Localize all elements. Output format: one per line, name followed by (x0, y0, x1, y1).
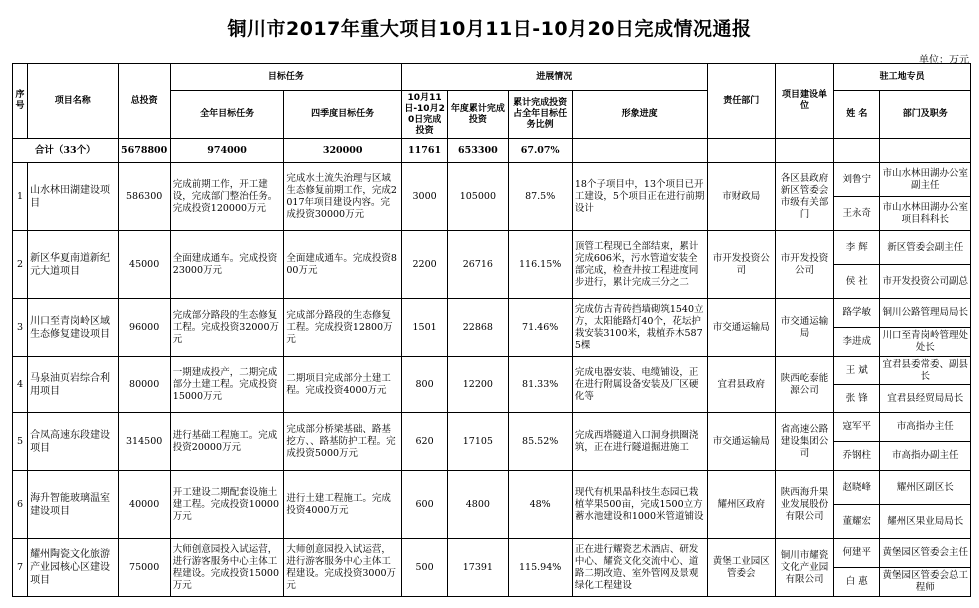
header-targets: 目标任务 (170, 64, 401, 91)
project-year-investment: 22868 (448, 299, 508, 357)
project-name: 新区华夏南道新纪元大道项目 (28, 231, 118, 299)
project-name: 合凤高速东段建设项目 (28, 413, 118, 471)
staff-position: 川口至青岗岭管理处处长 (880, 328, 971, 357)
header-seq: 序号 (13, 64, 28, 139)
staff-name: 白 惠 (834, 568, 880, 597)
staff-name: 张 锋 (834, 385, 880, 413)
total-cumulative-pct: 67.07% (508, 139, 572, 163)
project-cumulative-pct: 48% (508, 471, 572, 539)
header-staff: 驻工地专员 (834, 64, 971, 91)
staff-name: 寇军平 (834, 413, 880, 442)
project-dept: 耀州区政府 (707, 471, 775, 539)
unit-label: 单位：万元 (919, 55, 969, 66)
total-dept (707, 139, 775, 163)
project-row (13, 471, 971, 505)
project-seq: 6 (13, 471, 28, 539)
project-q4-target: 完成部分路段的生态修复工程。完成投资12800万元 (284, 299, 402, 357)
staff-name: 刘鲁宁 (834, 163, 880, 197)
project-name: 耀州陶瓷文化旅游产业园核心区建设项目 (28, 539, 118, 597)
project-name: 川口至青岗岭区域生态修复建设项目 (28, 299, 118, 357)
project-row (13, 539, 971, 568)
project-total-investment: 45000 (118, 231, 170, 299)
report-table (12, 63, 971, 597)
project-dept: 市开发投资公司 (707, 231, 775, 299)
project-name: 马泉油页岩综合利用项目 (28, 357, 118, 413)
project-row (13, 357, 971, 385)
header-q4-target: 四季度目标任务 (284, 91, 402, 139)
project-dept: 市交通运输局 (707, 413, 775, 471)
staff-name: 路学敏 (834, 299, 880, 328)
project-dept: 市交通运输局 (707, 299, 775, 357)
project-cumulative-pct: 87.5% (508, 163, 572, 231)
total-year-investment: 653300 (448, 139, 508, 163)
total-label: 合计（33个） (13, 139, 119, 163)
staff-position: 铜川公路管理局局长 (880, 299, 971, 328)
header-progress: 进展情况 (401, 64, 707, 91)
staff-name: 赵晓峰 (834, 471, 880, 505)
header-name: 项目名称 (28, 64, 118, 139)
header-staff-position: 部门及职务 (880, 91, 971, 139)
project-period-investment: 3000 (401, 163, 447, 231)
staff-name: 王永奇 (834, 197, 880, 231)
header-dept: 责任部门 (707, 64, 775, 139)
project-total-investment: 586300 (118, 163, 170, 231)
total-period-investment: 11761 (401, 139, 447, 163)
project-total-investment: 80000 (118, 357, 170, 413)
project-period-investment: 600 (401, 471, 447, 539)
project-seq: 3 (13, 299, 28, 357)
staff-position: 宜君县委常委、副县长 (880, 357, 971, 385)
project-q4-target: 完成部分桥梁基础、路基挖方、、路基防护工程。完成投资5000万元 (284, 413, 402, 471)
project-period-investment: 500 (401, 539, 447, 597)
project-annual-target: 大师创意园投入试运营，进行游客服务中心主体工程建设。完成投资15000万元 (170, 539, 284, 597)
project-name: 海升智能玻璃温室建设项目 (28, 471, 118, 539)
project-period-investment: 1501 (401, 299, 447, 357)
staff-position: 市高指办主任 (880, 413, 971, 442)
project-visual-progress: 现代有机果晶科技生态园已栽植苹果500亩，完成1500立方蓄水池建设和1000米管道铺设 (572, 471, 707, 539)
project-visual-progress: 正在进行耀瓷艺术酒店、研发中心、耀瓷文化交流中心、道路二期改造、室外管网及景观绿化工程建设 (572, 539, 707, 597)
header-total-investment: 总投资 (118, 64, 170, 139)
project-q4-target: 大师创意园投入试运营，进行游客服务中心主体工程建设。完成投资3000万元 (284, 539, 402, 597)
project-cumulative-pct: 71.46% (508, 299, 572, 357)
staff-name: 乔钢柱 (834, 442, 880, 471)
header-period-investment: 10月11日-10月20日完成投资 (401, 91, 447, 139)
page-title: 铜川市2017年重大项目10月11日-10月20日完成情况通报 (227, 18, 752, 40)
staff-position: 宜君县经贸局局长 (880, 385, 971, 413)
staff-position: 市开发投资公司副总 (880, 265, 971, 299)
project-total-investment: 314500 (118, 413, 170, 471)
project-year-investment: 17105 (448, 413, 508, 471)
project-year-investment: 12200 (448, 357, 508, 413)
total-row (13, 139, 971, 163)
header-row-1 (13, 64, 971, 91)
project-dept: 黄堡工业园区管委会 (707, 539, 775, 597)
header-annual-target: 全年目标任务 (170, 91, 284, 139)
staff-position: 黄堡园区管委会主任 (880, 539, 971, 568)
staff-position: 市山水林田湖办公室项目科科长 (880, 197, 971, 231)
project-cumulative-pct: 81.33% (508, 357, 572, 413)
project-cumulative-pct: 115.94% (508, 539, 572, 597)
header-visual-progress: 形象进度 (572, 91, 707, 139)
project-row (13, 413, 971, 442)
project-unit: 陕西屹泰能源公司 (775, 357, 833, 413)
total-staff-position (880, 139, 971, 163)
project-period-investment: 620 (401, 413, 447, 471)
staff-position: 市山水林田湖办公室副主任 (880, 163, 971, 197)
staff-name: 李 辉 (834, 231, 880, 265)
header-staff-name: 姓 名 (834, 91, 880, 139)
staff-name: 李进成 (834, 328, 880, 357)
total-unit (775, 139, 833, 163)
project-annual-target: 进行基础工程施工。完成投资20000万元 (170, 413, 284, 471)
project-dept: 宜君县政府 (707, 357, 775, 413)
staff-name: 侯 社 (834, 265, 880, 299)
project-total-investment: 96000 (118, 299, 170, 357)
project-annual-target: 完成部分路段的生态修复工程。完成投资32000万元 (170, 299, 284, 357)
total-q4-target: 320000 (284, 139, 402, 163)
project-q4-target: 二期项目完成部分土建工程。完成投资4000万元 (284, 357, 402, 413)
project-unit: 铜川市耀瓷文化产业园有限公司 (775, 539, 833, 597)
project-visual-progress: 完成电器安装、电缆铺设，正在进行附属设备安装及厂区硬化等 (572, 357, 707, 413)
staff-position: 市高指办副主任 (880, 442, 971, 471)
total-staff-name (834, 139, 880, 163)
project-row (13, 299, 971, 328)
project-cumulative-pct: 85.52% (508, 413, 572, 471)
project-unit: 省高速公路建设集团公司 (775, 413, 833, 471)
project-visual-progress: 18个子项目中，13个项目已开工建设，5个项目正在进行前期设计 (572, 163, 707, 231)
project-row (13, 163, 971, 197)
project-visual-progress: 顶管工程现已全部结束，累计完成606米，污水管道安装全部完成，检查井按工程进度同步进行，累计完成三分之二 (572, 231, 707, 299)
total-visual-progress (572, 139, 707, 163)
project-name: 山水林田湖建设项目 (28, 163, 118, 231)
project-seq: 4 (13, 357, 28, 413)
staff-name: 王 斌 (834, 357, 880, 385)
project-visual-progress: 完成西塔隧道入口洞身拱圈浇筑，正在进行隧道掘进施工 (572, 413, 707, 471)
project-visual-progress: 完成仿古青砖挡墙砌筑1540立方，太阳能路灯40个，花坛护栽安装3100米，栽植乔木5875棵 (572, 299, 707, 357)
staff-name: 何建平 (834, 539, 880, 568)
project-cumulative-pct: 116.15% (508, 231, 572, 299)
total-annual-target: 974000 (170, 139, 284, 163)
project-year-investment: 17391 (448, 539, 508, 597)
project-dept: 市财政局 (707, 163, 775, 231)
project-unit: 陕西海升果业发展股份有限公司 (775, 471, 833, 539)
staff-position: 耀州区果业局局长 (880, 505, 971, 539)
header-unit: 项目建设单位 (775, 64, 833, 139)
project-annual-target: 开工建设二期配套设施土建工程。完成投资10000万元 (170, 471, 284, 539)
project-annual-target: 一期建成投产，二期完成部分土建工程。完成投资15000万元 (170, 357, 284, 413)
project-period-investment: 800 (401, 357, 447, 413)
project-year-investment: 105000 (448, 163, 508, 231)
project-year-investment: 4800 (448, 471, 508, 539)
project-q4-target: 完成水土流失治理与区域生态修复前期工作，完成2017年项目建设内容。完成投资30000万元 (284, 163, 402, 231)
project-unit: 市开发投资公司 (775, 231, 833, 299)
project-row (13, 231, 971, 265)
header-cumulative-pct: 累计完成投资占全年目标任务比例 (508, 91, 572, 139)
header-year-investment: 年度累计完成投资 (448, 91, 508, 139)
project-seq: 2 (13, 231, 28, 299)
staff-position: 新区管委会副主任 (880, 231, 971, 265)
project-annual-target: 完成前期工作，开工建设，完成部门整治任务。完成投资120000万元 (170, 163, 284, 231)
total-total-investment: 5678800 (118, 139, 170, 163)
project-seq: 7 (13, 539, 28, 597)
project-total-investment: 40000 (118, 471, 170, 539)
staff-name: 董耀宏 (834, 505, 880, 539)
project-year-investment: 26716 (448, 231, 508, 299)
project-q4-target: 全面建成通车。完成投资800万元 (284, 231, 402, 299)
project-seq: 5 (13, 413, 28, 471)
project-unit: 各区县政府新区管委会市级有关部门 (775, 163, 833, 231)
project-total-investment: 75000 (118, 539, 170, 597)
project-period-investment: 2200 (401, 231, 447, 299)
project-seq: 1 (13, 163, 28, 231)
staff-position: 耀州区副区长 (880, 471, 971, 505)
project-unit: 市交通运输局 (775, 299, 833, 357)
project-annual-target: 全面建成通车。完成投资23000万元 (170, 231, 284, 299)
project-q4-target: 进行土建工程施工。完成投资4000万元 (284, 471, 402, 539)
staff-position: 黄堡园区管委会总工程师 (880, 568, 971, 597)
